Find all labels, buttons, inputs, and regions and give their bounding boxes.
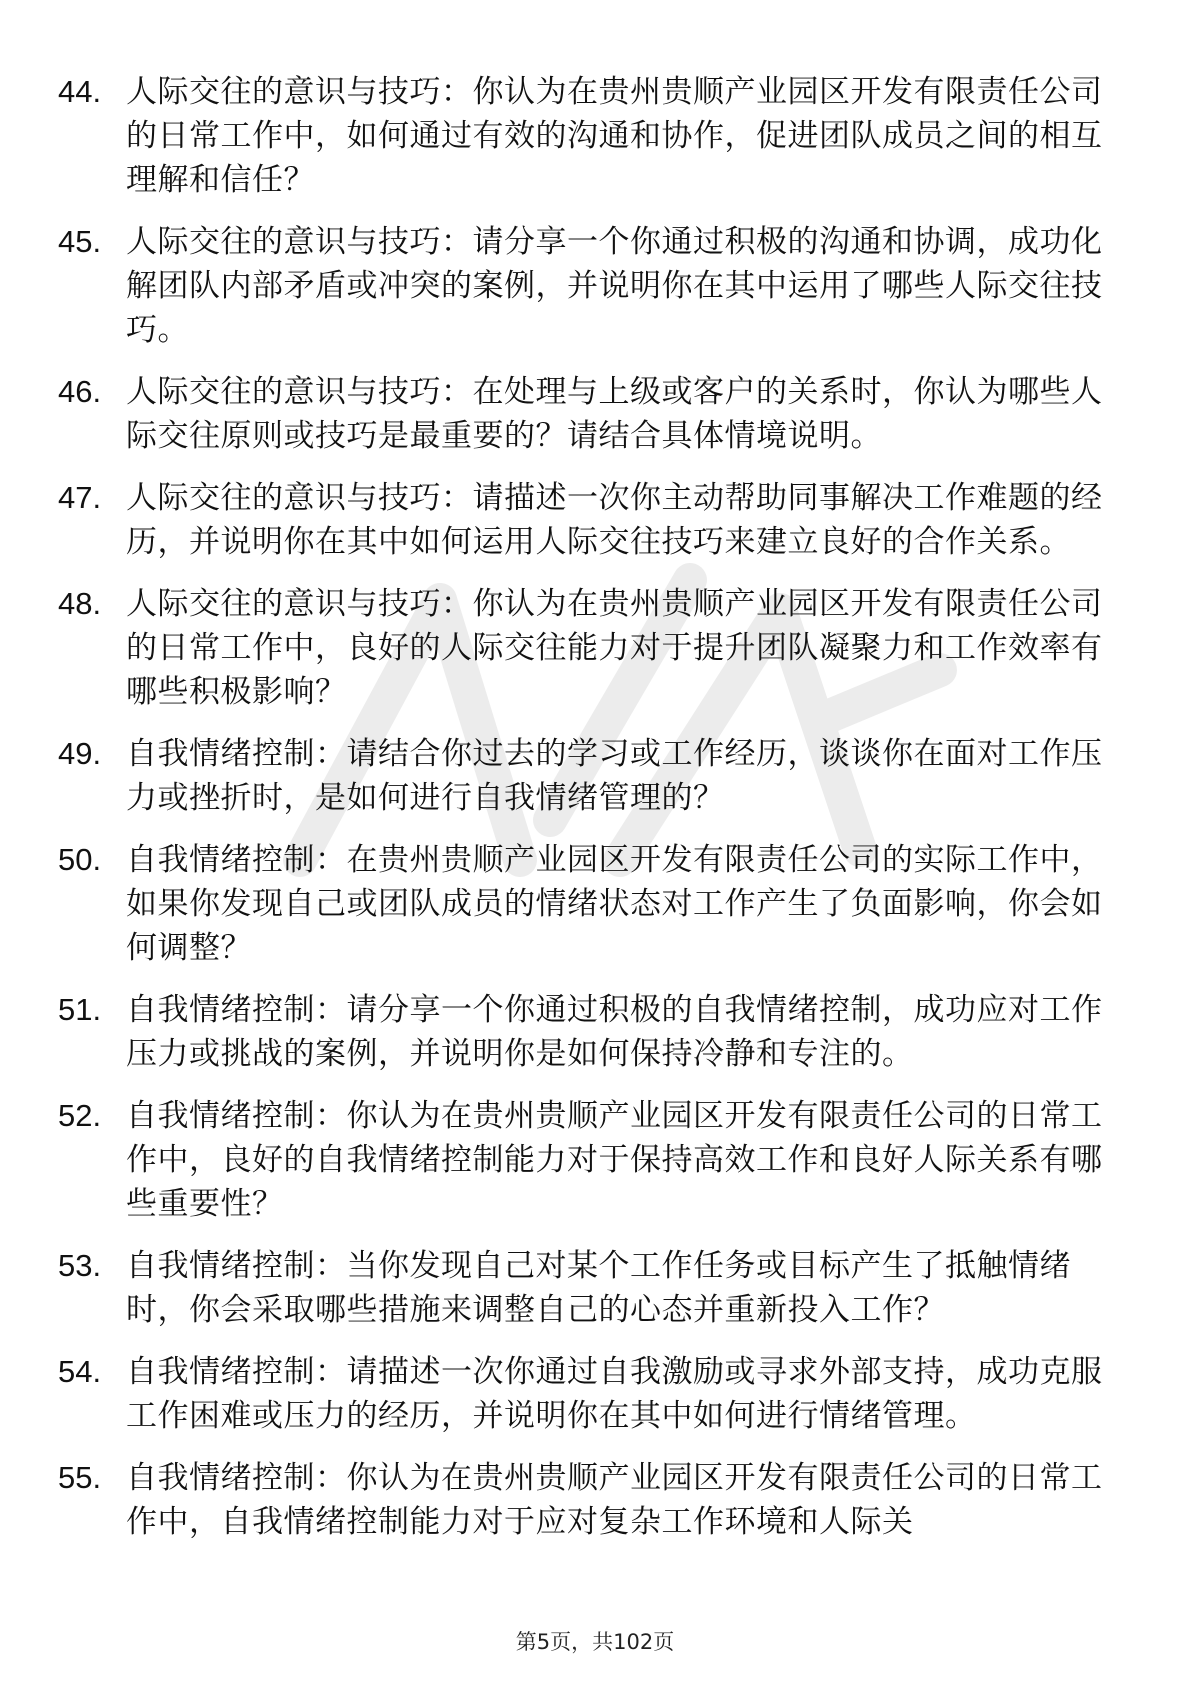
question-item-48 bbox=[58, 582, 1110, 714]
question-text: 自我情绪控制：在贵州贵顺产业园区开发有限责任公司的实际工作中，如果你发现自己或团队成员的情绪状态对工作产生了负面影响，你会如何调整？ bbox=[126, 842, 1103, 966]
question-text: 自我情绪控制：请描述一次你通过自我激励或寻求外部支持，成功克服工作困难或压力的经历，并说明你在其中如何进行情绪管理。 bbox=[126, 1354, 1103, 1434]
question-number: 52. bbox=[58, 1098, 102, 1133]
question-text: 自我情绪控制：你认为在贵州贵顺产业园区开发有限责任公司的日常工作中，自我情绪控制能力对于应对复杂工作环境和人际关 bbox=[126, 1460, 1103, 1540]
question-item-49 bbox=[58, 732, 1110, 820]
question-item-47 bbox=[58, 476, 1110, 564]
question-number: 50. bbox=[58, 842, 102, 877]
question-item-50 bbox=[58, 838, 1110, 970]
question-item-45 bbox=[58, 220, 1110, 352]
question-text: 自我情绪控制：请结合你过去的学习或工作经历，谈谈你在面对工作压力或挫折时，是如何进行自我情绪管理的？ bbox=[126, 736, 1103, 816]
question-item-54 bbox=[58, 1350, 1110, 1438]
question-number: 45. bbox=[58, 224, 102, 259]
question-item-46 bbox=[58, 370, 1110, 458]
question-item-53 bbox=[58, 1244, 1110, 1332]
question-number: 44. bbox=[58, 74, 102, 109]
question-text: 人际交往的意识与技巧：请分享一个你通过积极的沟通和协调，成功化解团队内部矛盾或冲突的案例，并说明你在其中运用了哪些人际交往技巧。 bbox=[126, 224, 1103, 348]
question-number: 47. bbox=[58, 480, 102, 515]
question-text: 人际交往的意识与技巧：在处理与上级或客户的关系时，你认为哪些人际交往原则或技巧是最重要的？请结合具体情境说明。 bbox=[126, 374, 1103, 454]
question-number: 55. bbox=[58, 1460, 102, 1495]
question-number: 51. bbox=[58, 992, 102, 1027]
question-item-44 bbox=[58, 70, 1110, 202]
question-number: 49. bbox=[58, 736, 102, 771]
question-item-51 bbox=[58, 988, 1110, 1076]
question-item-52 bbox=[58, 1094, 1110, 1226]
question-item-55 bbox=[58, 1456, 1110, 1544]
question-number: 46. bbox=[58, 374, 102, 409]
page-number-label: 第5页，共102页 bbox=[515, 1630, 675, 1654]
question-text: 自我情绪控制：当你发现自己对某个工作任务或目标产生了抵触情绪时，你会采取哪些措施来调整自己的心态并重新投入工作？ bbox=[126, 1248, 1071, 1328]
question-number: 48. bbox=[58, 586, 102, 621]
question-text: 人际交往的意识与技巧：你认为在贵州贵顺产业园区开发有限责任公司的日常工作中，良好的人际交往能力对于提升团队凝聚力和工作效率有哪些积极影响？ bbox=[126, 586, 1103, 710]
page-footer bbox=[0, 1628, 1190, 1656]
question-list bbox=[58, 70, 1110, 1562]
question-text: 人际交往的意识与技巧：你认为在贵州贵顺产业园区开发有限责任公司的日常工作中，如何通过有效的沟通和协作，促进团队成员之间的相互理解和信任？ bbox=[126, 74, 1103, 198]
question-text: 自我情绪控制：请分享一个你通过积极的自我情绪控制，成功应对工作压力或挑战的案例，并说明你是如何保持冷静和专注的。 bbox=[126, 992, 1103, 1072]
question-text: 人际交往的意识与技巧：请描述一次你主动帮助同事解决工作难题的经历，并说明你在其中如何运用人际交往技巧来建立良好的合作关系。 bbox=[126, 480, 1103, 560]
question-text: 自我情绪控制：你认为在贵州贵顺产业园区开发有限责任公司的日常工作中，良好的自我情绪控制能力对于保持高效工作和良好人际关系有哪些重要性？ bbox=[126, 1098, 1103, 1222]
question-number: 53. bbox=[58, 1248, 102, 1283]
question-number: 54. bbox=[58, 1354, 102, 1389]
